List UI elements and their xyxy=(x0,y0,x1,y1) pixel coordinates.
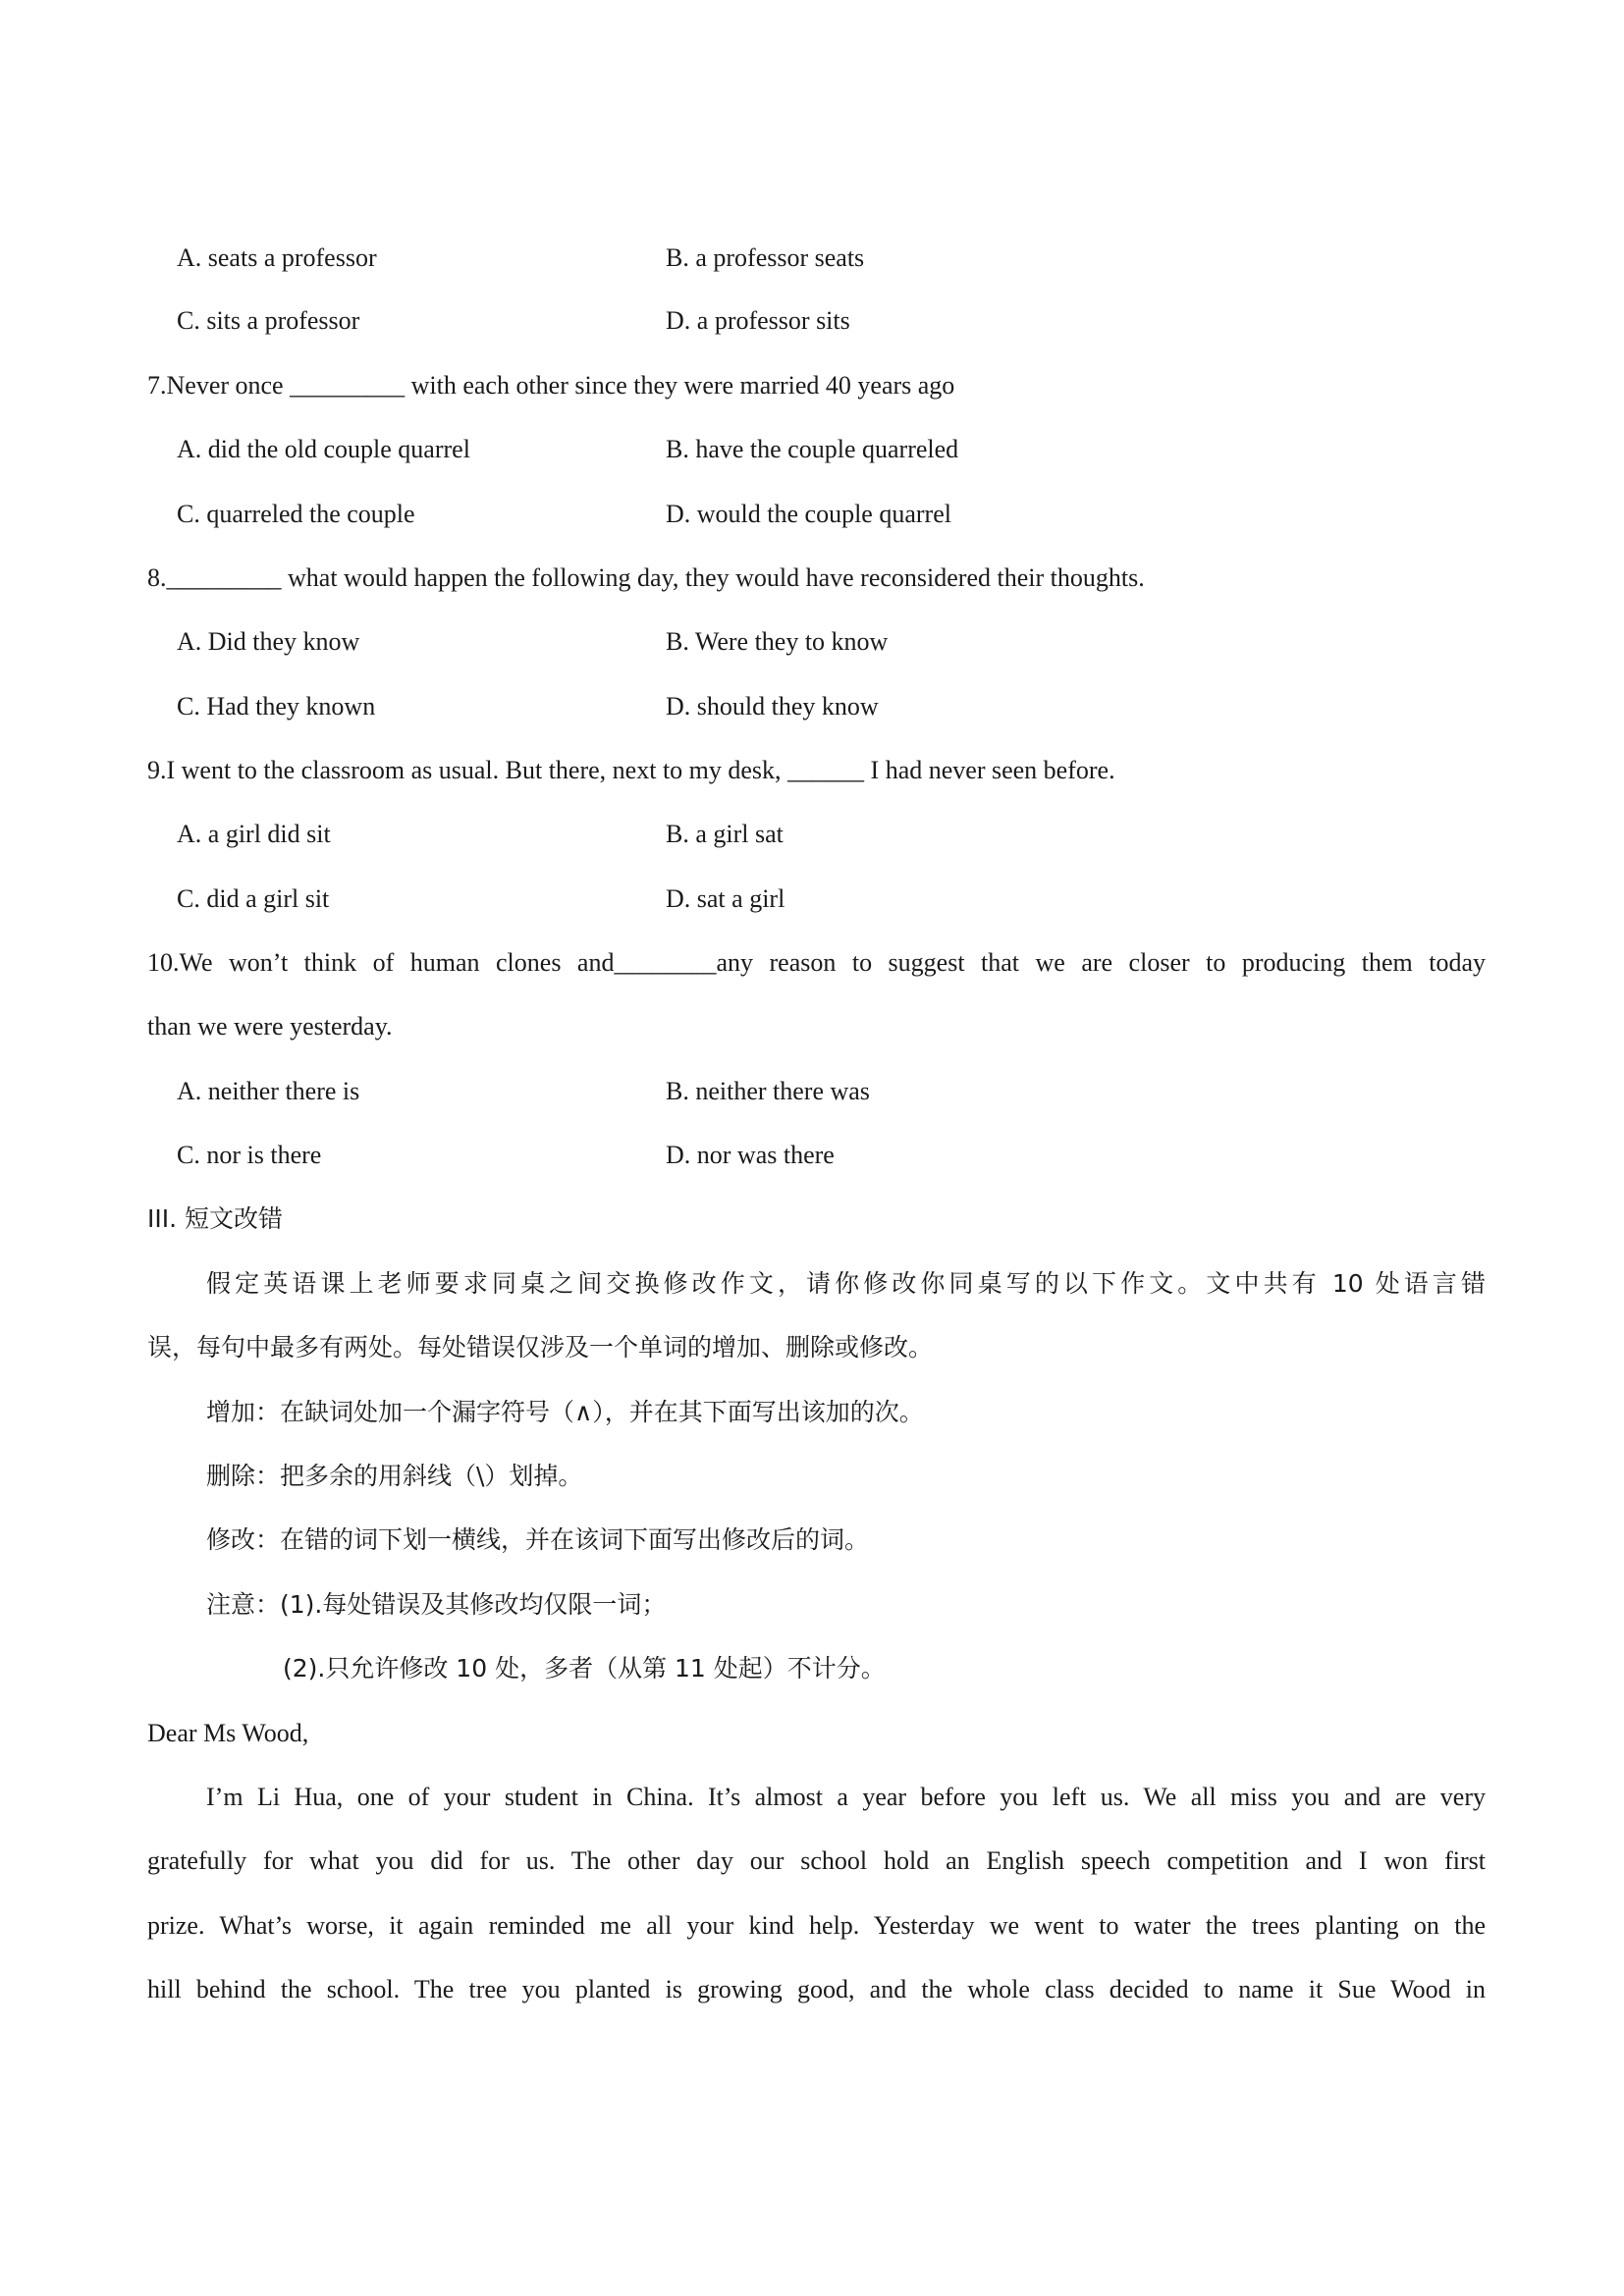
section-3-heading: III. 短文改错 xyxy=(147,1204,284,1233)
q7-option-b: B. have the couple quarreled xyxy=(666,435,959,463)
q7-stem: 7.Never once _________ with each other since they were married 40 years ago xyxy=(147,371,955,400)
q9-stem: 9.I went to the classroom as usual. But there, next to my desk, ______ I had never seen before. xyxy=(147,756,1115,784)
letter-line-2: gratefully for what you did for us. The other day our school hold an English speech competition and I won first xyxy=(147,1846,1486,1875)
q8-stem: 8._________ what would happen the following day, they would have reconsidered their thoughts. xyxy=(147,563,1145,592)
document-page xyxy=(147,0,1486,2296)
letter-greeting: Dear Ms Wood, xyxy=(147,1719,309,1747)
section-3-intro-line-2: 误，每句中最多有两处。每处错误仅涉及一个单词的增加、删除或修改。 xyxy=(147,1333,934,1362)
q6-option-a: A. seats a professor xyxy=(177,243,377,272)
section-3-note-1: 注意：(1).每处错误及其修改均仅限一词； xyxy=(206,1590,667,1619)
q8-option-c: C. Had they known xyxy=(177,692,376,721)
q10-option-d: D. nor was there xyxy=(666,1141,835,1169)
q8-option-d: D. should they know xyxy=(666,692,879,721)
q10-stem-line-1: 10.We won’t think of human clones and________any reason to suggest that we are closer to producing them today xyxy=(147,948,1486,977)
section-3-note-2: (2).只允许修改 10 处，多者（从第 11 处起）不计分。 xyxy=(283,1654,886,1682)
letter-line-4: hill behind the school. The tree you planted is growing good, and the whole class decided to name it Sue Wood in xyxy=(147,1975,1486,2003)
q10-stem-line-2: than we were yesterday. xyxy=(147,1012,393,1041)
q8-option-a: A. Did they know xyxy=(177,627,360,656)
section-3-add-rule: 增加：在缺词处加一个漏字符号（∧），并在其下面写出该加的次。 xyxy=(206,1398,924,1426)
q6-option-d: D. a professor sits xyxy=(666,306,850,335)
q6-option-b: B. a professor seats xyxy=(666,243,865,272)
q9-option-d: D. sat a girl xyxy=(666,884,785,913)
letter-line-1: I’m Li Hua, one of your student in China. It’s almost a year before you left us. We all miss you and are very xyxy=(206,1783,1486,1811)
q9-option-c: C. did a girl sit xyxy=(177,884,330,913)
q8-option-b: B. Were they to know xyxy=(666,627,889,656)
q9-option-b: B. a girl sat xyxy=(666,820,784,848)
q10-option-b: B. neither there was xyxy=(666,1077,870,1105)
q9-option-a: A. a girl did sit xyxy=(177,820,331,848)
q7-option-a: A. did the old couple quarrel xyxy=(177,435,470,463)
letter-line-3: prize. What’s worse, it again reminded me all your kind help. Yesterday we went to water the trees planting on the xyxy=(147,1911,1486,1940)
q10-option-c: C. nor is there xyxy=(177,1141,322,1169)
section-3-intro-line-1: 假定英语课上老师要求同桌之间交换修改作文，请你修改你同桌写的以下作文。文中共有 10 处语言错 xyxy=(206,1269,1486,1298)
q7-option-d: D. would the couple quarrel xyxy=(666,500,951,528)
section-3-delete-rule: 删除：把多余的用斜线（\）划掉。 xyxy=(206,1462,583,1490)
q7-option-c: C. quarreled the couple xyxy=(177,500,415,528)
section-3-modify-rule: 修改：在错的词下划一横线，并在该词下面写出修改后的词。 xyxy=(206,1525,870,1554)
q6-option-c: C. sits a professor xyxy=(177,306,360,335)
q10-option-a: A. neither there is xyxy=(177,1077,360,1105)
